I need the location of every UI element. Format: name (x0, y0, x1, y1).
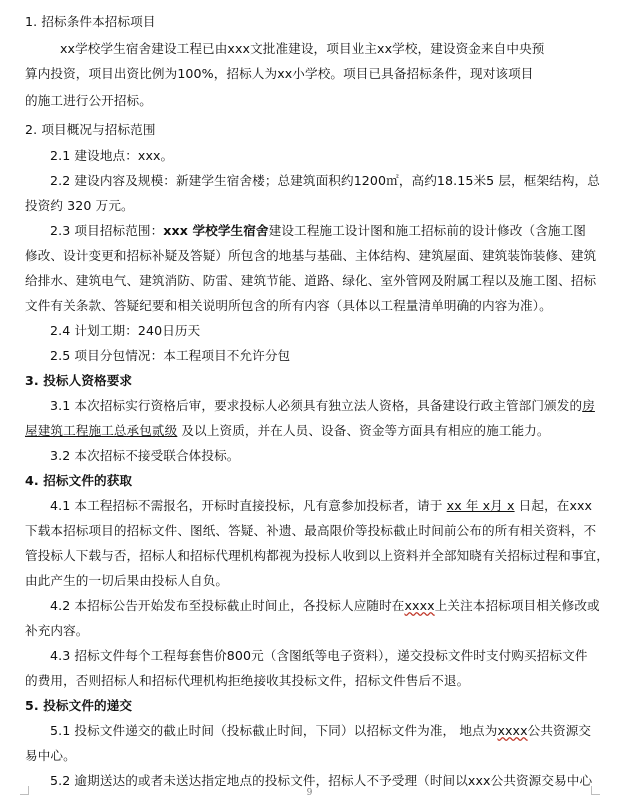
text-line (25, 273, 619, 289)
text-line (50, 173, 619, 189)
text-line (50, 223, 619, 239)
text-run: 4.2 本招标公告开始发布至投标截止时间止，各投标人应随时在 (50, 598, 405, 613)
text-line (25, 93, 619, 109)
text-line (25, 473, 619, 489)
text-line (50, 448, 619, 464)
text-run: 房 (582, 398, 595, 413)
text-run: 下载本招标项目的招标文件、图纸、答疑、补遗、最高限价等投标截止时间前公布的所有相关资料，不 (25, 523, 597, 538)
text-run: 修改、设计变更和招标补疑及答疑）所包含的地基与基础、主体结构、建筑屋面、建筑装饰装修、建筑 (25, 248, 597, 263)
text-line (50, 348, 619, 364)
text-run: 2.5 项目分包情况：本工程项目不允许分包 (50, 348, 291, 363)
text-line (25, 698, 619, 714)
text-line (25, 298, 619, 314)
text-run: 2. 项目概况与招标范围 (25, 122, 156, 137)
text-run: 日起，在xxx (514, 498, 593, 513)
text-run: 上关注本招标项目相关修改或 (434, 598, 600, 613)
text-run: 文件有关条款、答疑纪要和相关说明所包含的所有内容（具体以工程量清单明确的内容为准）。 (25, 298, 552, 313)
text-run: xxx 学校学生宿舍 (163, 223, 269, 238)
text-run: 给排水、建筑电气、建筑消防、防雷、建筑节能、道路、绿化、室外管网及附属工程以及施工图、招标 (25, 273, 597, 288)
text-line (50, 498, 619, 514)
text-line (25, 673, 619, 689)
text-line (25, 248, 619, 264)
text-run: 易中心。 (25, 748, 76, 763)
text-run: 4. 招标文件的获取 (25, 473, 133, 488)
text-run: 及以上资质，并在人员、设备、资金等方面具有相应的施工能力。 (177, 423, 550, 438)
text-line (25, 748, 619, 764)
text-line (50, 723, 619, 739)
text-run: 2.4 计划工期：240日历天 (50, 323, 201, 338)
text-run: 由此产生的一切后果由投标人自负。 (25, 573, 229, 588)
text-line (25, 14, 619, 30)
text-run: 4.1 本工程招标不需报名，开标时直接投标，凡有意参加投标者，请于 (50, 498, 447, 513)
text-run: 2.1 建设地点：xxx。 (50, 148, 174, 163)
text-run: 5. 投标文件的递交 (25, 698, 133, 713)
text-line (50, 398, 619, 414)
text-line (25, 548, 619, 564)
text-run: 4.3 招标文件每个工程每套售价800元（含图纸等电子资料），递交投标文件时支付购买招标文件 (50, 648, 588, 663)
text-run: 屋建筑工程施工总承包贰级 (25, 423, 178, 438)
text-run: 补充内容。 (25, 623, 89, 638)
text-line (25, 523, 619, 539)
text-line (25, 423, 619, 439)
text-run: xxxx (497, 723, 528, 738)
text-run: 5.1 投标文件递交的截止时间（投标截止时间，下同）以招标文件为准， 地点为 (50, 723, 498, 738)
text-run: 管投标人下载与否，招标人和招标代理机构都视为投标人收到以上资料并全部知晓有关招标过程和事宜， (25, 548, 609, 563)
text-run: 3.2 本次招标不接受联合体投标。 (50, 448, 240, 463)
text-run: xxxx (404, 598, 435, 613)
text-line (25, 66, 619, 82)
text-line (60, 41, 619, 57)
text-run: xx学校学生宿舍建设工程已由xxx文批准建设，项目业主xx学校，建设资金来自中央预 (60, 41, 545, 56)
text-run: 1. 招标条件本招标项目 (25, 14, 156, 29)
text-run: 算内投资，项目出资比例为100%，招标人为xx小学校。项目已具备招标条件，现对该项目 (25, 66, 534, 81)
text-run: 3.1 本次招标实行资格后审，要求投标人必须具有独立法人资格，具备建设行政主管部门颁发的 (50, 398, 583, 413)
text-run: xx 年 x月 x (446, 498, 515, 513)
text-run: 2.3 项目招标范围： (50, 223, 164, 238)
text-line (25, 623, 619, 639)
text-run: 投资约 320 万元。 (25, 198, 134, 213)
text-line (50, 148, 619, 164)
text-line (25, 373, 619, 389)
text-line (25, 573, 619, 589)
text-run: 公共资源交 (527, 723, 592, 738)
text-line (25, 122, 619, 138)
text-line (50, 323, 619, 339)
page-number: 9 (306, 788, 313, 798)
text-line (50, 773, 619, 789)
text-line (50, 598, 619, 614)
text-run: 建设工程施工设计图和施工招标前的设计修改（含施工图 (268, 223, 586, 238)
text-run: 3. 投标人资格要求 (25, 373, 133, 388)
text-run: 2.2 建设内容及规模：新建学生宿舍楼；总建筑面积约1200㎡，高约18.15米5 层，框架结构，总 (50, 173, 600, 188)
text-run: 的施工进行公开招标。 (25, 93, 152, 108)
text-line (25, 198, 619, 214)
text-line (50, 648, 619, 664)
text-run: 的费用，否则招标人和招标代理机构拒绝接收其投标文件，招标文件售后不退。 (25, 673, 470, 688)
text-run: 5.2 逾期送达的或者未送达指定地点的投标文件，招标人不予受理（时间以xxx公共资源交易中心 (50, 773, 593, 788)
